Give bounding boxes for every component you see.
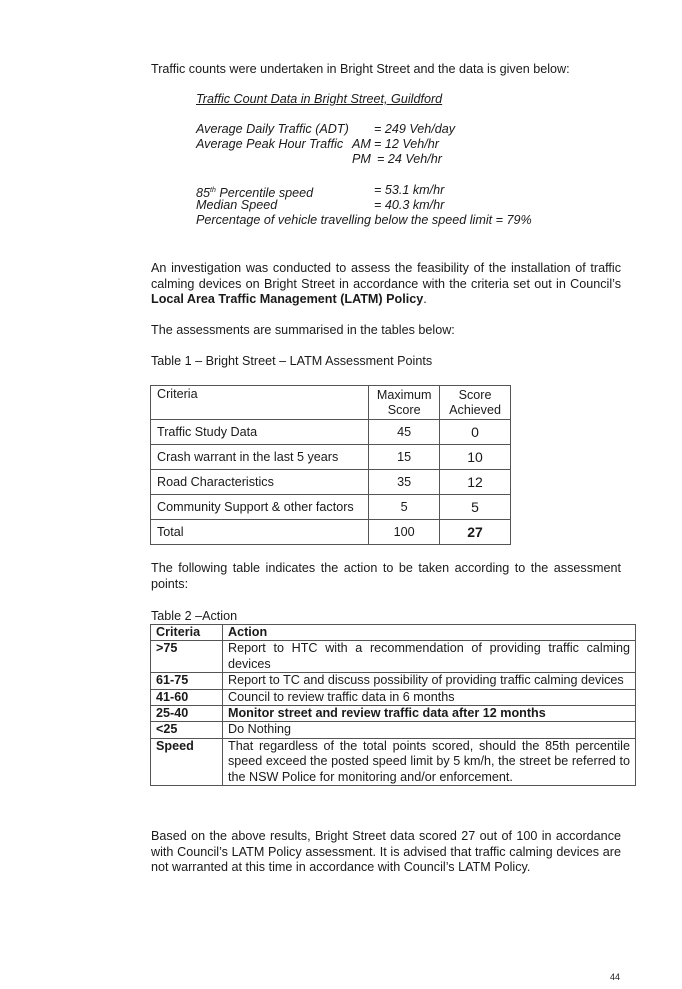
table2-cell-action: Report to HTC with a recommendation of providing traffic calming devices <box>223 641 636 673</box>
table1-cell-achieved: 12 <box>440 470 511 495</box>
table-row <box>151 495 511 520</box>
table2-intro: The following table indicates the action to be taken according to the assessment points: <box>151 561 621 591</box>
table1-cell-max: 15 <box>369 445 440 470</box>
intro-paragraph: Traffic counts were undertaken in Bright Street and the data is given below: <box>151 62 570 76</box>
investigation-paragraph: An investigation was conducted to assess the feasibility of the installation of traffic calming devices on Bright Street in accordance with the criteria set out in Council’s Local Area Traffic Management (LATM) Policy. <box>151 261 621 307</box>
table-row <box>151 706 636 722</box>
table-row <box>151 470 511 495</box>
table-row <box>151 673 636 689</box>
median-label: Median Speed <box>196 198 278 212</box>
table2-cell-action: That regardless of the total points scored, should the 85th percentile speed exceed the posted speed limit by 5 km/h, the street be referred to the NSW Police for monitoring and/or enforcement. <box>223 738 636 785</box>
table-row <box>151 738 636 785</box>
table1-cell-max: 100 <box>369 520 440 545</box>
below-limit: Percentage of vehicle travelling below the speed limit = 79% <box>196 213 532 227</box>
adt-value: = 249 Veh/day <box>374 122 456 136</box>
table1-cell-criteria: Community Support & other factors <box>151 495 369 520</box>
count-data-heading: Traffic Count Data in Bright Street, Guildford <box>196 92 443 106</box>
page-number: 44 <box>610 972 621 982</box>
table1-cell-achieved: 0 <box>440 420 511 445</box>
table-row <box>151 722 636 738</box>
p85-value: = 53.1 km/hr <box>374 183 445 197</box>
table2-header-criteria: Criteria <box>151 625 223 641</box>
table-row <box>151 641 636 673</box>
table2-cell-action: Do Nothing <box>223 722 636 738</box>
adt-label: Average Daily Traffic (ADT) <box>196 122 349 136</box>
table1-cell-criteria: Road Characteristics <box>151 470 369 495</box>
table2-header-row <box>151 625 636 641</box>
table1-header-max: Maximum Score <box>369 386 440 420</box>
table2-cell-criteria: 25-40 <box>151 706 223 722</box>
p85-label: 85th Percentile speed <box>196 186 314 201</box>
table2-cell-action: Council to review traffic data in 6 months <box>223 689 636 705</box>
policy-name: Local Area Traffic Management (LATM) Policy <box>151 292 424 307</box>
conclusion-paragraph: Based on the above results, Bright Street data scored 27 out of 100 in accordance with Council’s LATM Policy assessment. It is advised that traffic calming devices are not warranted at this time in accordance with Council’s LATM Policy. <box>151 829 621 875</box>
table1-header-achieved: Score Achieved <box>440 386 511 420</box>
pm-label: PM <box>352 152 371 166</box>
table1-caption: Table 1 – Bright Street – LATM Assessment Points <box>151 354 433 368</box>
table-row <box>151 689 636 705</box>
table1-cell-max: 5 <box>369 495 440 520</box>
table1-header-criteria: Criteria <box>151 386 369 420</box>
am-label: AM <box>352 137 371 151</box>
table2-cell-action: Monitor street and review traffic data after 12 months <box>223 706 636 722</box>
table2-action <box>150 624 636 786</box>
table1-cell-max: 35 <box>369 470 440 495</box>
table2-cell-criteria: 41-60 <box>151 689 223 705</box>
table2-cell-criteria: 61-75 <box>151 673 223 689</box>
table1-total-score: 27 <box>440 520 511 545</box>
table1-header-row <box>151 386 511 420</box>
table2-cell-criteria: Speed <box>151 738 223 785</box>
pm-value: = 24 Veh/hr <box>377 152 442 166</box>
table1-cell-criteria: Crash warrant in the last 5 years <box>151 445 369 470</box>
table1-cell-achieved: 5 <box>440 495 511 520</box>
median-value: = 40.3 km/hr <box>374 198 445 212</box>
table2-cell-criteria: <25 <box>151 722 223 738</box>
table2-cell-action: Report to TC and discuss possibility of providing traffic calming devices <box>223 673 636 689</box>
table2-header-action: Action <box>223 625 636 641</box>
table-row <box>151 445 511 470</box>
table1-assessment-points <box>150 385 511 545</box>
table1-cell-achieved: 10 <box>440 445 511 470</box>
table1-cell-max: 45 <box>369 420 440 445</box>
table2-caption: Table 2 –Action <box>151 609 238 623</box>
am-value: = 12 Veh/hr <box>374 137 439 151</box>
table2-cell-criteria: >75 <box>151 641 223 673</box>
table1-cell-criteria: Total <box>151 520 369 545</box>
table1-cell-criteria: Traffic Study Data <box>151 420 369 445</box>
peak-label: Average Peak Hour Traffic <box>196 137 344 151</box>
table1-total-row <box>151 520 511 545</box>
table-row <box>151 420 511 445</box>
summary-intro: The assessments are summarised in the tables below: <box>151 323 455 337</box>
